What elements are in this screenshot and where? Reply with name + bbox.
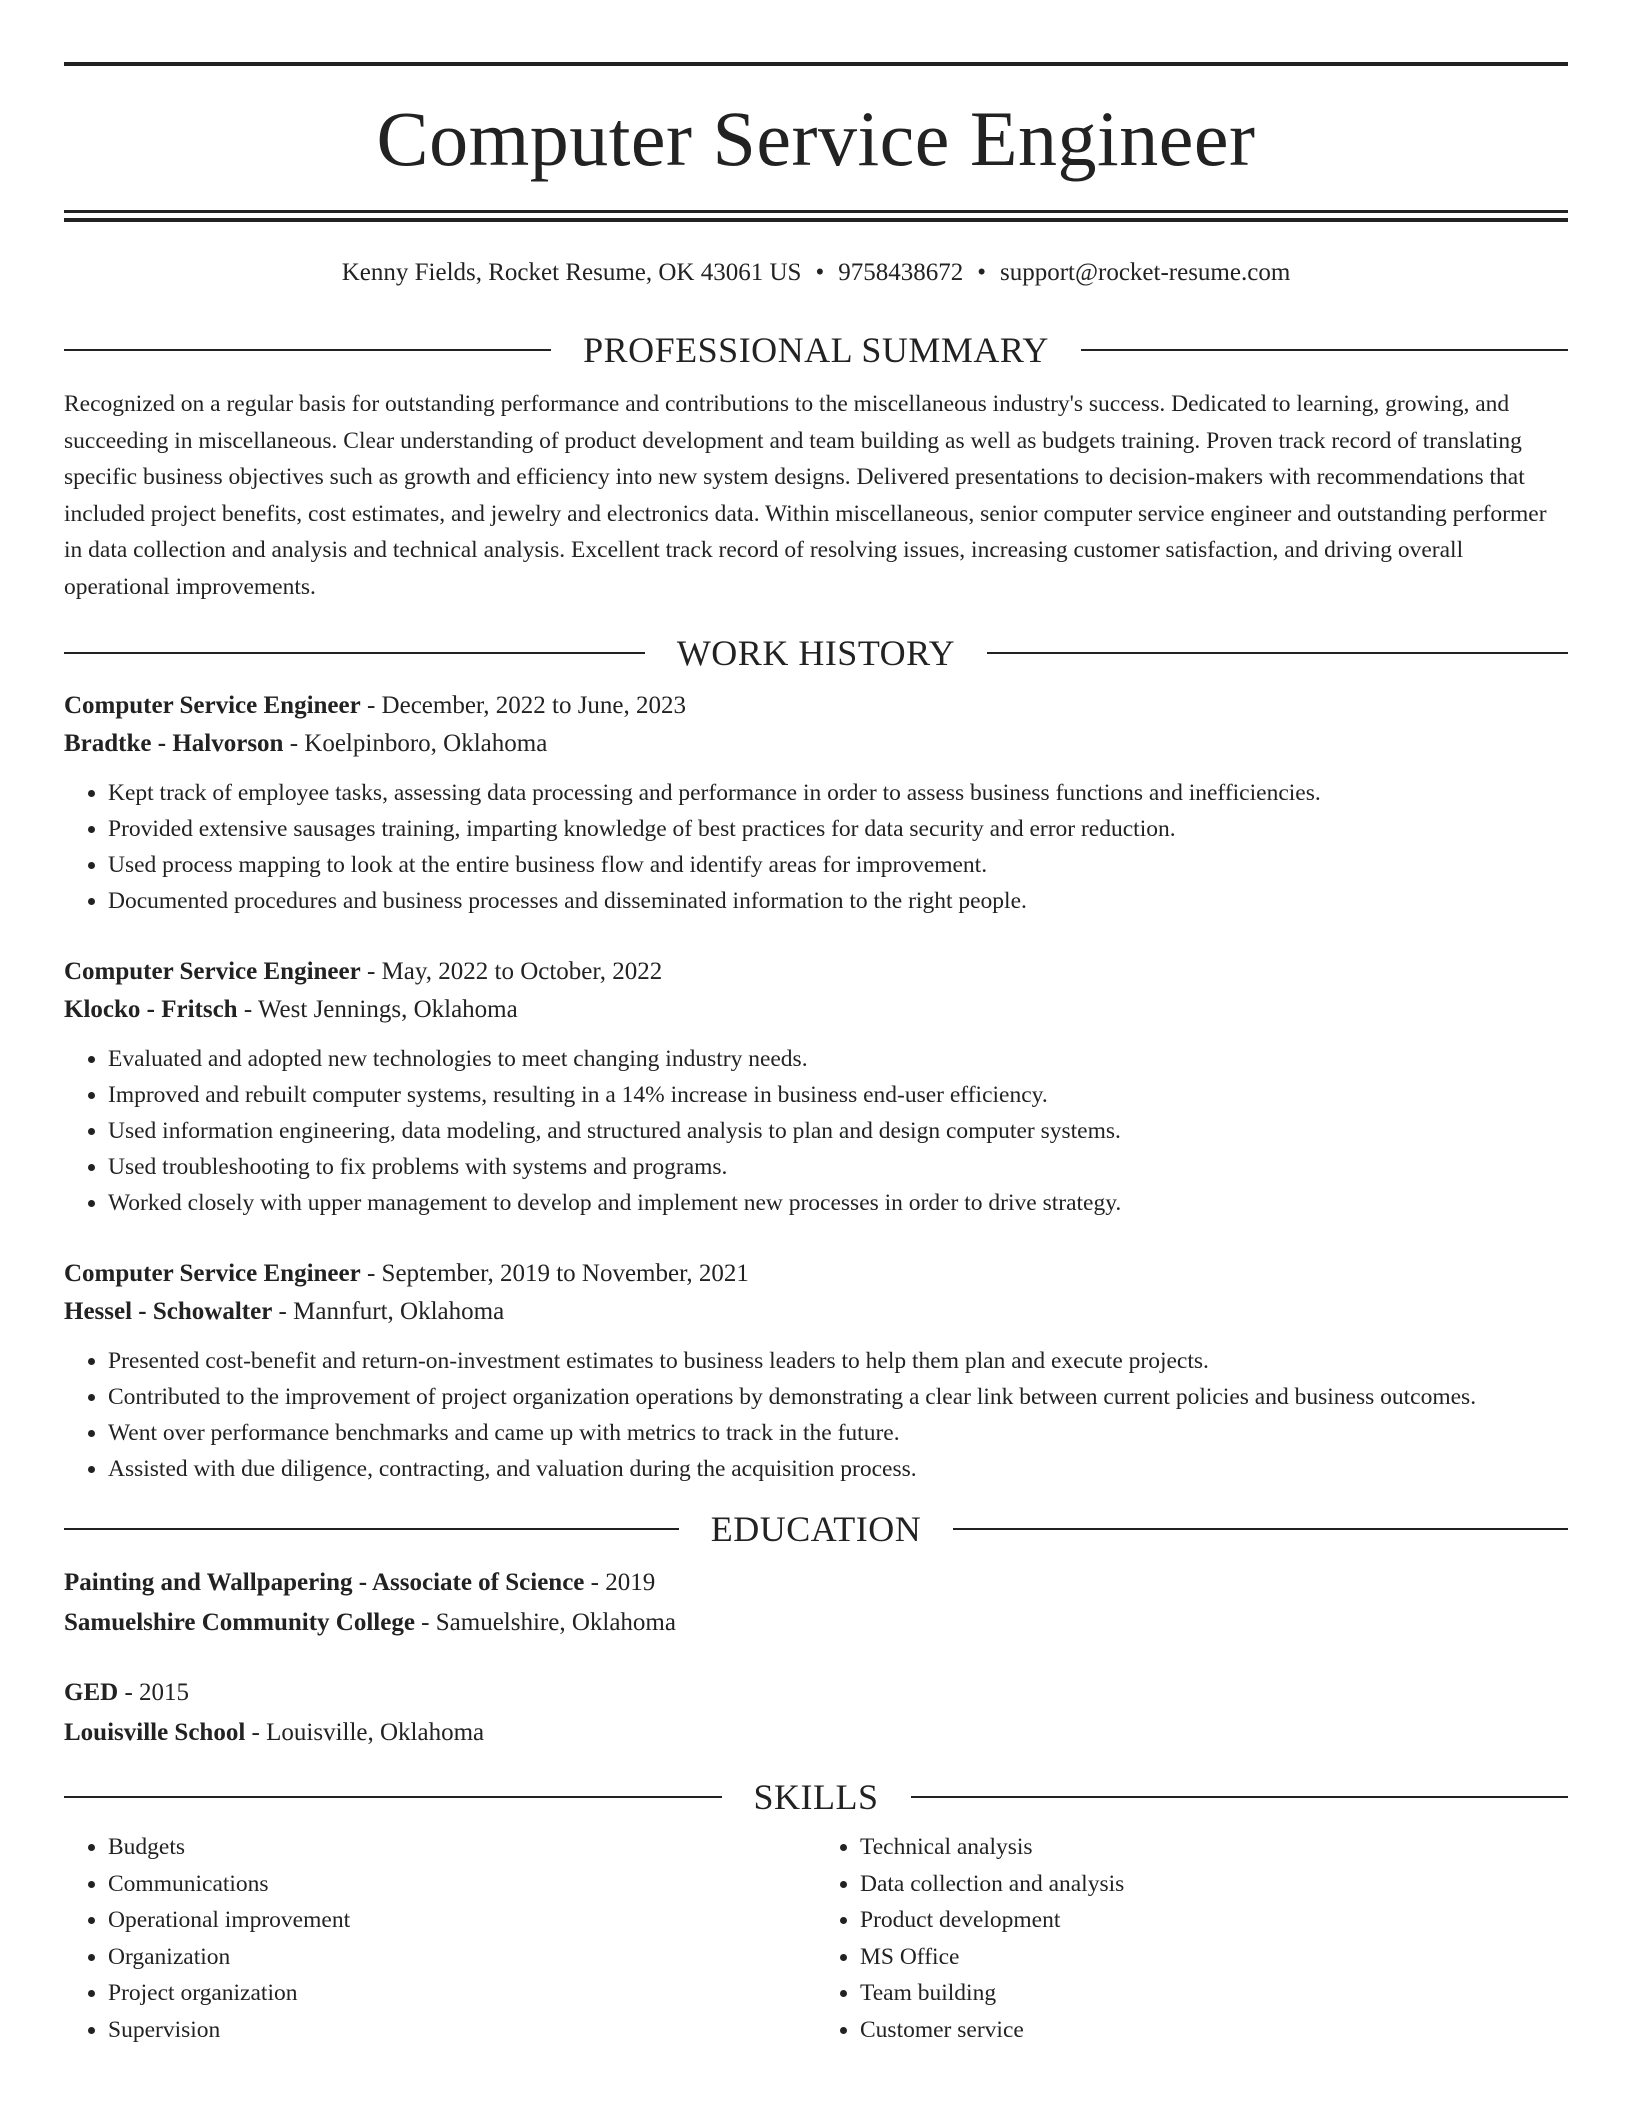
summary-heading: PROFESSIONAL SUMMARY [583, 330, 1049, 370]
work-heading: WORK HISTORY [676, 633, 956, 673]
divider [64, 652, 645, 654]
job-title: Computer Service Engineer [64, 1260, 361, 1287]
job-bullets [64, 775, 1568, 919]
list-item: • Operational improvement [108, 1902, 816, 1939]
skills-list [64, 1829, 1568, 2048]
job-company: Klocko - Fritsch [64, 996, 238, 1023]
degree-year: - 2015 [118, 1679, 190, 1706]
list-item: • Used process mapping to look at the entire business flow and identify areas for improvement. [108, 847, 1568, 883]
school: Samuelshire Community College [64, 1609, 415, 1636]
contact-phone: 9758438672 [838, 259, 964, 286]
skills-right-column [816, 1829, 1568, 2048]
list-item: • Went over performance benchmarks and came up with metrics to track in the future. [108, 1415, 1568, 1451]
list-item: • MS Office [860, 1939, 1568, 1976]
list-item: • Budgets [108, 1829, 816, 1866]
skills-heading: SKILLS [753, 1777, 879, 1817]
list-item: • Project organization [108, 1975, 816, 2012]
list-item: • Communications [108, 1866, 816, 1903]
list-item: • Used information engineering, data modeling, and structured analysis to plan and design computer systems. [108, 1113, 1568, 1149]
job-entry [64, 953, 1568, 1221]
school-line [64, 1603, 1568, 1643]
education-entry [64, 1673, 1568, 1753]
divider [64, 1796, 722, 1798]
degree-line [64, 1673, 1568, 1713]
divider [953, 1528, 1568, 1530]
job-dates: - May, 2022 to October, 2022 [360, 958, 663, 985]
divider [64, 1528, 679, 1530]
divider [987, 652, 1568, 654]
job-company: Hessel - Schowalter [64, 1298, 273, 1325]
list-item: • Data collection and analysis [860, 1866, 1568, 1903]
education-heading: EDUCATION [710, 1509, 922, 1549]
top-rule [64, 62, 1568, 66]
list-item: • Team building [860, 1975, 1568, 2012]
job-entry [64, 1255, 1568, 1487]
list-item: • Customer service [860, 2012, 1568, 2049]
job-title-line [64, 1255, 1568, 1293]
school-location: - Louisville, Oklahoma [245, 1719, 485, 1746]
job-location: - Mannfurt, Oklahoma [272, 1298, 505, 1325]
degree: Painting and Wallpapering - Associate of Science [64, 1569, 585, 1596]
list-item: • Contributed to the improvement of project organization operations by demonstrating a clear link between current policies and business outcomes. [108, 1379, 1568, 1415]
job-company-line [64, 725, 1568, 763]
job-title: Computer Service Engineer [64, 958, 361, 985]
degree-year: - 2019 [584, 1569, 656, 1596]
list-item: • Technical analysis [860, 1829, 1568, 1866]
work-section-heading [64, 635, 1568, 671]
job-title: Computer Service Engineer [64, 692, 361, 719]
job-company-line [64, 991, 1568, 1029]
job-bullets [64, 1343, 1568, 1487]
contact-email: support@rocket-resume.com [999, 259, 1291, 286]
school-line [64, 1713, 1568, 1753]
school-location: - Samuelshire, Oklahoma [414, 1609, 676, 1636]
job-bullets [64, 1041, 1568, 1221]
degree: GED [64, 1679, 119, 1706]
job-location: - West Jennings, Oklahoma [237, 996, 518, 1023]
list-item: • Supervision [108, 2012, 816, 2049]
list-item: • Documented procedures and business processes and disseminated information to the right people. [108, 883, 1568, 919]
list-item: • Product development [860, 1902, 1568, 1939]
list-item: • Provided extensive sausages training, imparting knowledge of best practices for data security and error reduction. [108, 811, 1568, 847]
school: Louisville School [64, 1719, 246, 1746]
list-item: • Kept track of employee tasks, assessing data processing and performance in order to assess business functions and inefficiencies. [108, 775, 1568, 811]
list-item: • Worked closely with upper management to develop and implement new processes in order to drive strategy. [108, 1185, 1568, 1221]
title-double-rule [64, 210, 1568, 222]
education-entry [64, 1563, 1568, 1643]
list-item: • Presented cost-benefit and return-on-investment estimates to business leaders to help them plan and execute projects. [108, 1343, 1568, 1379]
skills-left-column [64, 1829, 816, 2048]
job-title-line [64, 953, 1568, 991]
job-entry [64, 687, 1568, 919]
contact-line [64, 258, 1568, 288]
list-item: • Evaluated and adopted new technologies to meet changing industry needs. [108, 1041, 1568, 1077]
divider [64, 349, 551, 351]
summary-section-heading [64, 332, 1568, 368]
job-dates: - December, 2022 to June, 2023 [360, 692, 687, 719]
contact-separator: • [977, 259, 986, 286]
job-location: - Koelpinboro, Oklahoma [283, 730, 548, 757]
list-item: • Organization [108, 1939, 816, 1976]
resume-title: Computer Service Engineer [376, 95, 1256, 182]
job-dates: - September, 2019 to November, 2021 [360, 1260, 749, 1287]
skills-section-heading [64, 1779, 1568, 1815]
job-title-line [64, 687, 1568, 725]
divider [911, 1796, 1569, 1798]
degree-line [64, 1563, 1568, 1603]
contact-separator: • [815, 259, 825, 286]
resume-page [64, 62, 1568, 2048]
divider [1081, 349, 1568, 351]
list-item: • Used troubleshooting to fix problems with systems and programs. [108, 1149, 1568, 1185]
list-item: • Improved and rebuilt computer systems, resulting in a 14% increase in business end-user efficiency. [108, 1077, 1568, 1113]
list-item: • Assisted with due diligence, contracting, and valuation during the acquisition process. [108, 1451, 1568, 1487]
contact-address: Kenny Fields, Rocket Resume, OK 43061 US [341, 259, 802, 286]
job-company-line [64, 1293, 1568, 1331]
education-section-heading [64, 1511, 1568, 1547]
job-company: Bradtke - Halvorson [64, 730, 284, 757]
summary-text: Recognized on a regular basis for outstanding performance and contributions to the miscellaneous industry's success. Dedicated to learning, growing, and succeeding in miscellaneous. Clear understanding of product development and team building as well as budgets training. Proven track record of translating specific business objectives such as growth and efficiency into new system designs. Delivered presentations to decision-makers with recommendations that included project benefits, cost estimates, and jewelry and electronics data. Within miscellaneous, senior computer service engineer and outstanding performer in data collection and analysis and technical analysis. Excellent track record of resolving issues, increasing customer satisfaction, and driving overall operational improvements. [64, 391, 1547, 600]
